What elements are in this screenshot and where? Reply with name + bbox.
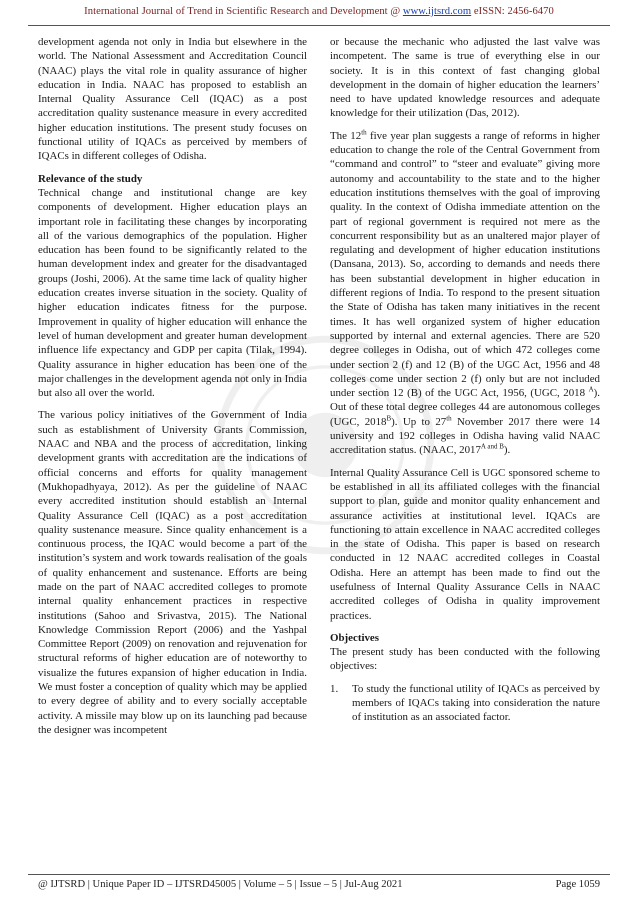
heading-objectives: Objectives — [330, 631, 379, 644]
footer-paper-info: @ IJTSRD | Unique Paper ID – IJTSRD45005 | Volume – 5 | Issue – 5 | Jul-Aug 2021 — [38, 879, 403, 890]
left-column — [38, 35, 307, 745]
objectives-list — [330, 682, 600, 725]
running-footer — [38, 879, 600, 890]
journal-name: International Journal of Trend in Scientific Research and Development @ — [84, 6, 403, 17]
paragraph-iqac-scheme: Internal Quality Assurance Cell is UGC sponsored scheme to be established in all its affiliated colleges with the financial support to plan, guide and monitor quality enhancement and assurance activities at institutional level. IQACs are functioning to attain excellence in NAAC accredited colleges in the state of Odisha. This paper is based on research conducted in 12 NAAC accredited colleges in Coastal Odisha. Here an attempt has been made to find out the usefulness of Internal Quality Assurance Cells in NAAC accredited colleges of Odisha in quality improvement practices. — [330, 466, 600, 622]
paragraph-relevance: Technical change and institutional change are key components of development. Higher education plays an important role in facilitating these changes by incorporating all of the various demographics of the population. Higher education has been found to be significantly related to the human development index and greater for the disadvantaged groups (Joshi, 2006). At the same time lack of quality higher education creates inverse situation in the society. Quality of higher education indicates fitness for the purpose. Improvement in quality of higher education will enhance the level of human development and greater human development influence life expectancy and GDP per capita (Tilak, 1994). Quality assurance in higher education has been one of the major challenges in the development agenda not only in India but also all over the world. — [38, 186, 307, 400]
journal-issn: eISSN: 2456-6470 — [471, 6, 554, 17]
journal-url-link[interactable]: www.ijtsrd.com — [402, 6, 472, 17]
list-item — [330, 682, 600, 725]
right-column — [330, 35, 600, 725]
list-item-number: 1. — [330, 682, 339, 695]
paragraph-mechanic: or because the mechanic who adjusted the last valve was incompetent. The same is true of everything else in our society. It is in this context of fast changing global development in the domain of higher education the learners’ need to have updated knowledge resources and adequate knowledge for their utilization (Das, 2012). — [330, 36, 600, 120]
header-rule — [28, 25, 610, 26]
paragraph-five-year-plan: The 12th five year plan suggests a range of reforms in higher education to change the role of the Central Government from “command and control” to “steer and evaluate” giving more autonomy and accountability to the state and to the higher education institutions themselves with the goal of improving quality. In the context of Odisha immediate attention on the part of regional government is required not mere as the concurrent responsibility but as an unaltered major player of regulating and development of higher education institutions (Dansana, 2013). So, according to demands and needs there has been substantial development in higher education in different regions of India. To respond to the present situation the State of Odisha has taken many initiatives in the recent times. It has well organized system of higher education supported by internal and external agencies. There are 520 degree colleges in Odisha, out of which 472 colleges come under section 2 (f) and 12 (B) of the UGC Act, 1956 and 48 colleges come under section 2 (f) only but are not included under section 12 (B) of the UGC Act, 1956, (UGC, 2018 $^A$). Out of these total degree colleges 44 are autonomous colleges (UGC, $2018^B$). Up to 27th November 2017 there were 14 university and 192 colleges in Odisha having valid NAAC accreditation status. (NAAC, $2017^{A and B}$). — [330, 128, 601, 457]
paragraph-objectives-intro: The present study has been conducted with the following objectives: — [330, 646, 600, 673]
paragraph-policy-initiatives: The various policy initiatives of the Government of India such as establishment of University Grants Commission, NAAC and NBA and the process of accreditation, linking development grants with accreditation are the indications of official concerns and efforts for quality management (Mukhopadhyaya, 2012). As per the guideline of NAAC every accredited institution should establish an Internal Quality Assurance Cell (IQAC) as a post accreditation quality sustenance measure. Since quality enhancement is a continuous process, the IQAC would become a part of the institution’s system and work towards realisation of the goals of quality enhancement and sustenance. Efforts are being made on the part of NAAC accredited colleges to promote internal quality enhancement practices in respective institutions (Sahoo and Srivastva, 2015). The National Knowledge Commission Report (2006) and the Yashpal Committee Report (2009) on renovation and rejuvenation for structural reforms of higher education are of noteworthy to visualize the futures expansion of higher education in India. We must foster a conception of quality which may be applied to every degree of ability and to every socially acceptable activity. A missile may blow up on its launching pad because the designer was incompetent — [38, 409, 307, 736]
footer-rule — [28, 874, 610, 875]
heading-relevance: Relevance of the study — [38, 172, 143, 185]
page-number: Page 1059 — [555, 879, 600, 890]
running-header — [0, 6, 638, 17]
paragraph-intro-continued: development agenda not only in India but elsewhere in the world. The National Assessment and Accreditation Council (NAAC) plays the vital role in quality assurance of higher education in India. NAAC has proposed to establish an Internal Quality Assurance Cell (IQAC) as a post accreditation quality sustenance measure in every accredited higher education institutions. The present study focuses on functional utility of IQACs as perceived by members of IQACs in different colleges of Odisha. — [38, 36, 307, 163]
list-item-text: To study the functional utility of IQACs as perceived by members of IQACs taking into consideration the nature of institution as an associated factor. — [352, 682, 600, 724]
